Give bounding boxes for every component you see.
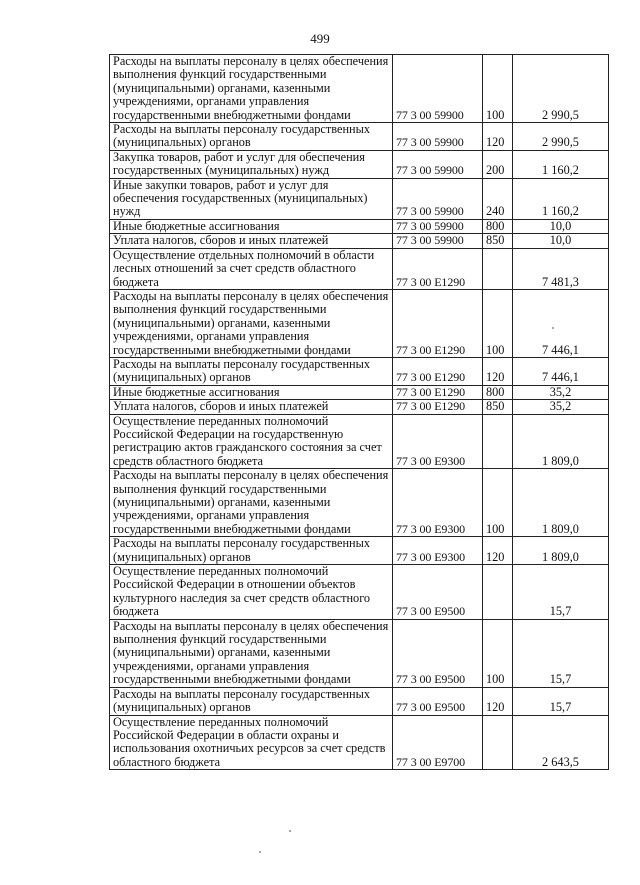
row-expense-type [483,248,513,289]
row-amount: 1 809,0 [513,414,609,469]
row-description: Уплата налогов, сборов и иных платежей [110,234,393,248]
row-target-code: 77 3 00 59900 [393,234,483,248]
table-row [110,400,609,414]
table-row [110,219,609,233]
row-amount: 2 990,5 [513,55,609,123]
row-expense-type: 120 [483,123,513,151]
row-amount: 10,0 [513,219,609,233]
row-expense-type: 120 [483,687,513,715]
budget-table [109,54,609,770]
row-amount: 15,7 [513,565,609,620]
row-description: Расходы на выплаты персоналу в целях обеспечения выполнения функций государственными (муниципальными) органами, казенными учреждениями, органами управления государственными внебюджетными фондами [110,619,393,687]
table-row [110,414,609,469]
page-number: 499 [310,31,330,46]
row-description: Осуществление переданных полномочий Российской Федерации на государственную регистрацию актов гражданского состояния за счет средств областного бюджета [110,414,393,469]
row-target-code: 77 3 00 59900 [393,219,483,233]
row-expense-type: 100 [483,55,513,123]
row-description: Осуществление переданных полномочий Российской Федерации в отношении объектов культурного наследия за счет средств областного бюджета [110,565,393,620]
row-expense-type [483,565,513,620]
row-amount: 35,2 [513,400,609,414]
table-row [110,619,609,687]
row-target-code: 77 3 00 E9700 [393,715,483,770]
row-target-code: 77 3 00 59900 [393,123,483,151]
table-row [110,357,609,385]
row-amount: 1 809,0 [513,469,609,537]
row-target-code: 77 3 00 59900 [393,178,483,219]
row-expense-type: 100 [483,469,513,537]
row-target-code: 77 3 00 E9300 [393,414,483,469]
table-row [110,55,609,123]
row-amount: 7 446,1 [513,289,609,357]
row-target-code: 77 3 00 E9300 [393,469,483,537]
scan-speck [289,830,291,832]
row-description: Осуществление переданных полномочий Российской Федерации в области охраны и использования охотничьих ресурсов за счет средств областного бюджета [110,715,393,770]
row-target-code: 77 3 00 E9500 [393,619,483,687]
scan-speck [259,851,261,853]
row-expense-type: 850 [483,234,513,248]
row-amount: 1 809,0 [513,537,609,565]
table-row [110,150,609,178]
row-expense-type [483,715,513,770]
row-expense-type: 100 [483,619,513,687]
row-amount: 7 481,3 [513,248,609,289]
row-target-code: 77 3 00 E1290 [393,289,483,357]
row-expense-type [483,414,513,469]
table-row [110,715,609,770]
scan-speck [552,327,554,329]
row-expense-type: 850 [483,400,513,414]
row-description: Расходы на выплаты персоналу государственных (муниципальных) органов [110,687,393,715]
row-expense-type: 240 [483,178,513,219]
table-row [110,469,609,537]
row-description: Расходы на выплаты персоналу государственных (муниципальных) органов [110,357,393,385]
table-row [110,123,609,151]
row-description: Иные бюджетные ассигнования [110,385,393,399]
row-description: Осуществление отдельных полномочий в области лесных отношений за счет средств областного бюджета [110,248,393,289]
row-expense-type: 100 [483,289,513,357]
row-target-code: 77 3 00 59900 [393,150,483,178]
row-expense-type: 800 [483,219,513,233]
row-description: Расходы на выплаты персоналу в целях обеспечения выполнения функций государственными (муниципальными) органами, казенными учреждениями, органами управления государственными внебюджетными фондами [110,289,393,357]
row-expense-type: 800 [483,385,513,399]
row-target-code: 77 3 00 59900 [393,55,483,123]
row-description: Расходы на выплаты персоналу государственных (муниципальных) органов [110,537,393,565]
row-amount: 7 446,1 [513,357,609,385]
budget-table-body [110,55,609,770]
row-description: Иные закупки товаров, работ и услуг для обеспечения государственных (муниципальных) нужд [110,178,393,219]
row-description: Расходы на выплаты персоналу в целях обеспечения выполнения функций государственными (муниципальными) органами, казенными учреждениями, органами управления государственными внебюджетными фондами [110,55,393,123]
row-amount: 2 990,5 [513,123,609,151]
row-amount: 2 643,5 [513,715,609,770]
row-amount: 35,2 [513,385,609,399]
table-row [110,178,609,219]
table-row [110,537,609,565]
table-row [110,248,609,289]
row-expense-type: 120 [483,537,513,565]
row-amount: 15,7 [513,619,609,687]
row-target-code: 77 3 00 E9300 [393,537,483,565]
row-description: Иные бюджетные ассигнования [110,219,393,233]
row-amount: 15,7 [513,687,609,715]
table-row [110,687,609,715]
row-target-code: 77 3 00 E1290 [393,385,483,399]
row-description: Расходы на выплаты персоналу в целях обеспечения выполнения функций государственными (муниципальными) органами, казенными учреждениями, органами управления государственными внебюджетными фондами [110,469,393,537]
row-amount: 1 160,2 [513,150,609,178]
row-target-code: 77 3 00 E1290 [393,400,483,414]
table-row [110,565,609,620]
row-target-code: 77 3 00 E1290 [393,357,483,385]
row-target-code: 77 3 00 E9500 [393,565,483,620]
row-amount: 1 160,2 [513,178,609,219]
row-target-code: 77 3 00 E9500 [393,687,483,715]
row-amount: 10,0 [513,234,609,248]
row-description: Расходы на выплаты персоналу государственных (муниципальных) органов [110,123,393,151]
row-description: Закупка товаров, работ и услуг для обеспечения государственных (муниципальных) нужд [110,150,393,178]
row-description: Уплата налогов, сборов и иных платежей [110,400,393,414]
table-row [110,234,609,248]
row-expense-type: 120 [483,357,513,385]
table-row [110,289,609,357]
row-expense-type: 200 [483,150,513,178]
row-target-code: 77 3 00 E1290 [393,248,483,289]
table-row [110,385,609,399]
